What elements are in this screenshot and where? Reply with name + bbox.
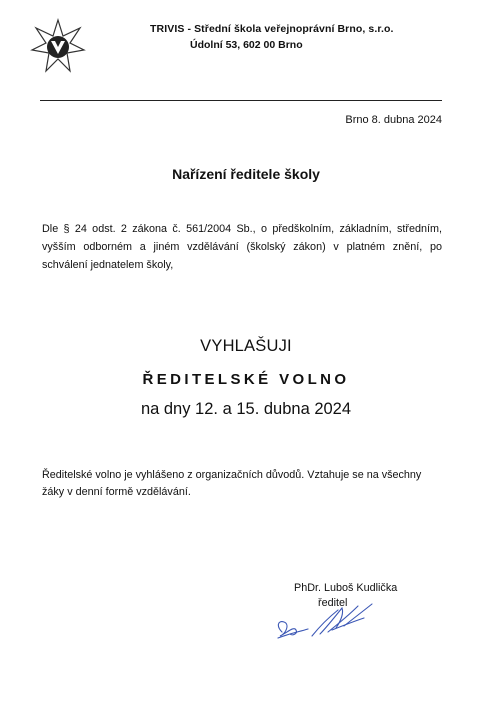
handwritten-signature-icon	[268, 596, 408, 652]
intro-line: Dle § 24 odst. 2 zákona č. 561/2004 Sb., o předškolním, základním, středním,	[42, 223, 442, 235]
signatory-role: ředitel	[318, 597, 348, 609]
note-line: Ředitelské volno je vyhlášeno z organizačních důvodů. Vztahuje se na všechny	[42, 469, 422, 481]
school-name: TRIVIS - Střední škola veřejnoprávní Brno, s.r.o.	[150, 23, 394, 35]
intro-paragraph	[42, 220, 442, 274]
announcement-verb: VYHLAŠUJI	[200, 337, 292, 355]
announcement-days: na dny 12. a 15. dubna 2024	[140, 400, 352, 418]
announcement-subject: ŘEDITELSKÉ VOLNO	[142, 371, 350, 388]
note-line: žáky v denní formě vzdělávání.	[42, 485, 191, 498]
signatory-name: PhDr. Luboš Kudlička	[294, 582, 398, 594]
note-paragraph	[42, 467, 452, 500]
intro-line: schválení jednatelem školy,	[42, 259, 174, 271]
intro-line: vyšším odborném a jiném vzdělávání (školský zákon) v platném znění, po	[42, 241, 442, 253]
header-divider	[40, 100, 442, 101]
document-title: Nařízení ředitele školy	[172, 166, 320, 182]
school-address: Údolní 53, 602 00 Brno	[190, 39, 303, 51]
school-logo-icon	[30, 18, 86, 74]
document-date: Brno 8. dubna 2024	[345, 114, 442, 126]
